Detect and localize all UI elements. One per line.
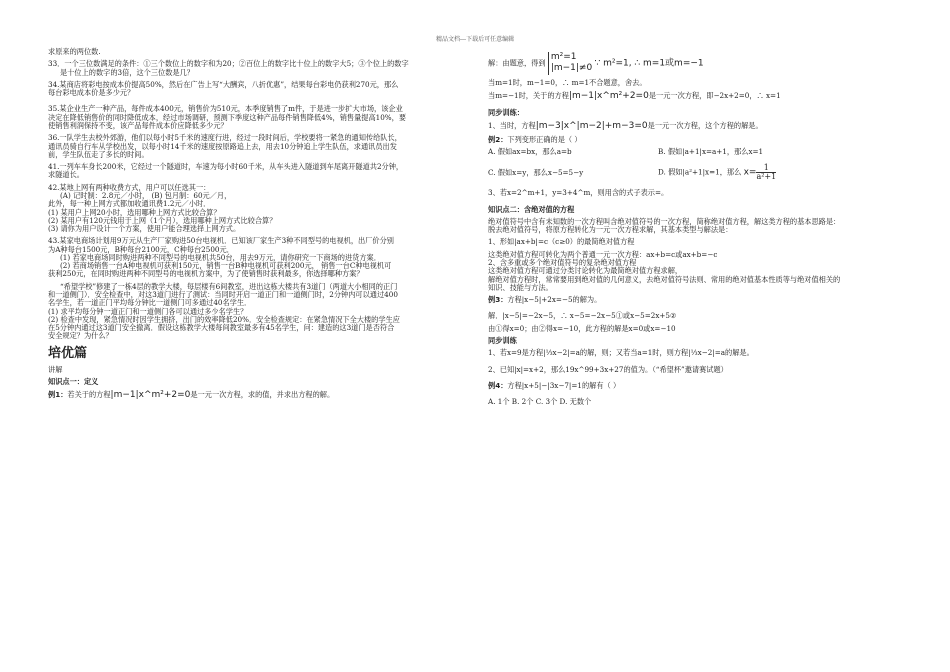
text-line: 讲解 (48, 364, 63, 374)
text-line: 通讯员骑自行车从学校出发，以每小时14千米的速度按原路追上去，用去10分钟追上学生队伍，求通讯员出发 (48, 141, 397, 151)
text-line: 求原来的两位数. (48, 47, 101, 56)
text-line: (2) 某用户有120元钱用于上网（1个月），选用哪种上网方式比较合算？ (48, 215, 277, 225)
example-1 (48, 390, 468, 400)
text-line: 是十位上的数字的3倍，这个三位数是几？ (60, 67, 194, 77)
example-label: 例3： (488, 295, 508, 305)
text-line: (1) 若家电商场同时购进两种不同型号的电视机共50台，用去9万元，请你研究一下商场的进货方案． (60, 252, 381, 262)
practice-title: 同步训练 (488, 335, 517, 345)
text-span: 是一元一次方程，求的值，并求出方程的解。 (190, 390, 335, 400)
solution-3: 解．|x−5|=−2x−5，∴ x−5=−2x−5①或x−5=2x+5② (488, 311, 677, 321)
fraction (756, 164, 776, 181)
equation: ∵ m²=1, ∴ m=1或m=−1 (594, 58, 704, 69)
equation: m²=1 (550, 52, 577, 62)
text-line: (2) 若商场销售一台A种电视机可获利150元，销售一台B种电视机可获利200元， 销售一台C种电视机可 (60, 261, 392, 271)
practice-title: 同步训练： (488, 108, 524, 118)
question-34: 34.某商店将彩电按成本价提高50%，然后在广告上写“大酬宾，八折优惠”，结果每台彩电仍获利270元，那么 (48, 79, 399, 89)
equation: |m−1|≠0 (550, 63, 593, 74)
text-line: (3) 请你为用户设计一个方案，使用户能合理选择上网方式。 (48, 224, 241, 234)
text-line: 知识、技能与方法。 (488, 282, 553, 292)
text-line: 和一道侧门）．安全检查中，对这3道门进行了测试：当同时开启一道正门和一道侧门时，2分钟内可以通过400 (48, 290, 398, 300)
knowledge-point-title: 知识点二：含绝对值的方程 (488, 204, 575, 214)
example-label: 例1： (48, 390, 68, 400)
question-35: 35.某企业生产一种产品，每件成本400元，销售价为510元，本季度销售了m件，于是进一步扩大市场，该企业 (48, 104, 403, 114)
text-line: 在5分钟内通过这3道门安全撤离．假设这栋教学大楼每间教室最多有45名学生，问：建造的这3道门是否符合 (48, 323, 395, 333)
text-line: 此外，每一种上网方式都加收通讯费1.2元／小时． (48, 199, 211, 209)
numerator: 1 (756, 164, 776, 173)
equation: |m−3|x^|m−2|+m−3=0 (535, 121, 648, 132)
text-span: 是一元一次方程，这个方程的解是。 (647, 121, 763, 131)
practice-1 (488, 121, 918, 131)
text-line: (1) 某用户上网20小时，选用哪种上网方式比较合算？ (48, 207, 221, 217)
text-line: 求隧道长。 (48, 170, 84, 180)
text-span: 解：由题意，得到 (488, 58, 546, 68)
text-line: 为A种每台1500元，B种每台2100元，C种每台2500元． (48, 244, 234, 254)
text-line: 当m=1时，m−1=0，∴ m=1不合题意，舍去。 (488, 77, 647, 87)
text-line: 绝对值符号中含有未知数的一次方程叫含绝对值符号的一次方程，简称绝对值方程，解这类方程的基本思路是： (488, 216, 841, 226)
option-d: D. 假如|a²+1|x=1，那么 (658, 167, 742, 177)
text-line: 决定在降低销售价的同时降低成本，经过市场调研，预测下季度这种产品每件销售降低4%，销售量提高10%，要 (48, 112, 407, 122)
options-row (488, 148, 918, 156)
text-line (488, 91, 918, 101)
text-line: (1) 求平均每分钟一道正门和一道侧门各可以通过多少名学生？ (48, 306, 248, 316)
text-line: 解绝对值方程时，常常要用到绝对值的几何意义，去绝对值符号法则、常用的绝对值基本性质等与绝对值相关的 (488, 274, 841, 284)
text-span: 方程|x−5|+2x=−5的解为。 (507, 295, 602, 305)
text-line: 这类绝对值方程可通过分类讨论转化为最简绝对值方程求解， (488, 266, 683, 276)
equation: |m−1|x^m²+2=0 (110, 390, 191, 401)
text-line: 每台彩电成本价是多少元？ (48, 88, 135, 98)
text-span: 若关于的方程 (67, 390, 111, 400)
example-label: 例4： (488, 380, 508, 390)
page-header: 精品文档---下载后可任意编辑 (436, 36, 515, 43)
text-line: 这类绝对值方程可转化为两个普通一元一次方程：ax+b=c或ax+b=−c (488, 249, 718, 259)
denominator: a²+1 (756, 172, 777, 182)
options-row: A. 1个 B. 2个 C. 3个 D. 无数个 (488, 397, 592, 407)
option-a: A. 假如ax=bx，那么a=b (488, 147, 572, 157)
question-42: 42.某地上网有两种收费方式，用户可以任选其一： (48, 182, 211, 192)
text-line: 安全规定？为什么？ (48, 331, 113, 341)
right-column (488, 48, 918, 406)
text-line: 名学生，若一道正门平均每分钟比一道侧门可多通过40名学生． (48, 298, 252, 308)
equation-system (548, 52, 592, 75)
section-title: 培优篇 (48, 345, 88, 361)
text-line: 前，学生队伍走了多长的时间。 (48, 149, 149, 159)
text-line: 2、含多重或多个绝对值符号的复杂绝对值方程 (488, 258, 637, 267)
knowledge-point-title: 知识点一：定义 (48, 376, 99, 386)
text-span: 是一元一次方程，即−2x+2=0，∴ x=1 (648, 90, 781, 100)
question-43: 43.某家电商场计划用9万元从生产厂家购进50台电视机．已知该厂家生产3种不同型号的电视机，出厂价分别 (48, 236, 394, 246)
option-b: B. 假如|a+1|x=a+1，那么x=1 (658, 147, 764, 157)
text-line: 1、形如|ax+b|=c（c≥0）的最简绝对值方程 (488, 237, 635, 247)
left-column (48, 48, 468, 401)
equation: x= (743, 167, 757, 178)
practice-s2: 2、已知|x|=x+2，那么19x^99+3x+27的值为。（“希望杯”邀请赛试题） (488, 364, 728, 374)
text-span: 当m=−1时，关于的方程 (488, 90, 569, 100)
solution-1 (488, 52, 918, 75)
text-span: 方程|x+5|−|3x−7|=1的解有（ ） (507, 380, 621, 390)
question-school: “希望学校”修建了一栋4层的教学大楼，每层楼有6间教室，进出这栋大楼共有3道门（两道大小相同的正门 (60, 281, 398, 291)
practice-s1: 1、若x=9是方程|⅓x−2|=a的解，则；又若当a=1时，则方程|⅓x−2|=a的解是。 (488, 348, 754, 358)
question-41: 41.一列车车身长200米，它经过一个隧道时，车速为每小时60千米，从车头进入隧道到车尾离开隧道共2分钟， (48, 162, 404, 172)
options-row (488, 164, 918, 181)
text-line: (2) 检查中发现，紧急情况时因学生拥挤，出门的效率降低20%．安全检查规定：在紧急情况下全大楼的学生应 (48, 314, 400, 324)
example-label: 例2： (488, 134, 508, 144)
example-3 (488, 296, 918, 304)
example-2 (488, 136, 918, 144)
practice-3: 3、若x=2^m+1，y=3+4^m，则用含的式子表示=。 (488, 188, 669, 198)
text-line: 脱去绝对值符号，将原方程转化为一元一次方程求解，其基本类型与解法是： (488, 225, 733, 235)
text-span: 1、当时，方程 (488, 121, 536, 131)
text-span: 下列变形正确的是（ ） (507, 134, 582, 144)
text-line: 使销售利润保持不变，该产品每件成本价应降低多少元？ (48, 120, 228, 130)
text-line: (A) 记时制：2.8元／小时， (B) 包月制：60元／月， (60, 190, 232, 200)
example-4 (488, 382, 918, 390)
equation: |m−1|x^m²+2=0 (568, 90, 649, 101)
question-33: 33．一个三位数满足的条件：①三个数位上的数字和为20；②百位上的数字比十位上的数字大5；③个位上的数字 (48, 59, 409, 69)
text-line: 获利250元，在同时购进两种不同型号的电视机方案中，为了使销售时获利最多，你选择哪种方案？ (48, 269, 364, 279)
option-c: C. 假如x=y，那么x−5=5−y (488, 167, 584, 177)
text-line: 由①得x=0；由②得x=−10，此方程的解是x=0或x=−10 (488, 323, 676, 333)
question-36: 36.一队学生去校外郊游，他们以每小时5千米的速度行进，经过一段时间后，学校要将一紧急的通知传给队长， (48, 133, 402, 143)
